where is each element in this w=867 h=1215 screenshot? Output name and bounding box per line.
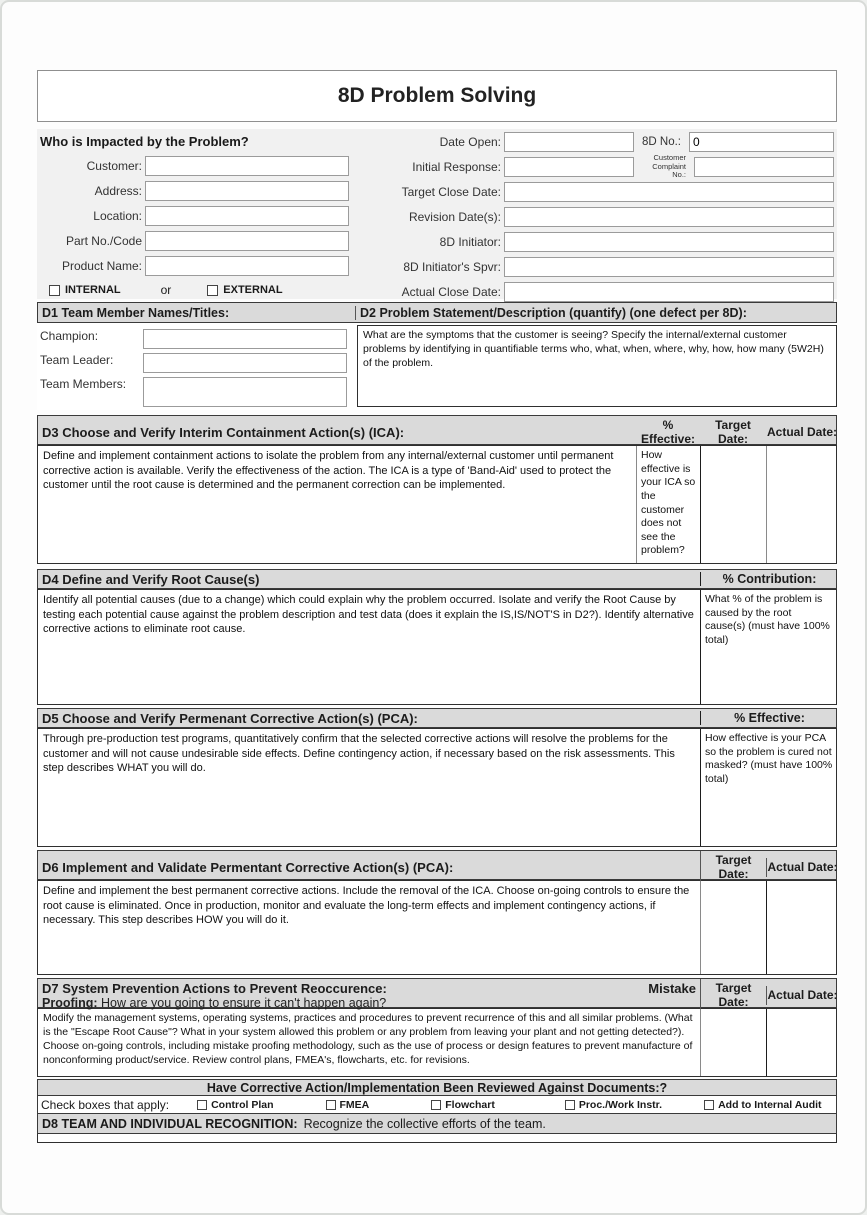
control-plan-checkbox[interactable] — [197, 1100, 207, 1110]
team-leader-row — [37, 353, 347, 373]
flowchart-option — [431, 1099, 495, 1111]
d6-target-date-cell[interactable] — [700, 881, 766, 974]
product-name-row — [37, 253, 389, 278]
d6-header — [37, 850, 837, 880]
actual-close-label: Actual Close Date: — [401, 285, 501, 299]
customer-input[interactable] — [145, 156, 349, 176]
revision-dates-input[interactable] — [504, 207, 834, 227]
8d-initiator-input[interactable] — [504, 232, 834, 252]
d3-effective-note: How effective is your ICA so the customer does not see the problem? — [636, 446, 700, 563]
d3-description[interactable]: Define and implement containment actions to isolate the problem from any internal/external customer until permanent corrective action is available. Verify the effectiveness of the action. The ICA is a type of 'Band-Aid' used to protect the customer until the root cause is determined and the permanent correction can be implemented. — [43, 450, 614, 492]
internal-audit-option — [704, 1099, 821, 1111]
product-name-input[interactable] — [145, 256, 349, 276]
d5-col-effective: % Effective: — [700, 711, 838, 725]
d7-title-cell — [38, 980, 700, 1011]
d3-header — [37, 415, 837, 445]
champion-label: Champion: — [40, 329, 99, 343]
flowchart-checkbox[interactable] — [431, 1100, 441, 1110]
d7-target-date-cell[interactable] — [700, 1009, 766, 1076]
d2-title: D2 Problem Statement/Description (quantify) (one defect per 8D): — [355, 306, 836, 320]
d6-col-actual: Actual Date: — [766, 858, 838, 876]
part-no-label: Part No./Code — [65, 233, 142, 248]
internal-audit-label: Add to Internal Audit — [718, 1098, 822, 1111]
product-name-label: Product Name: — [61, 258, 142, 273]
d7-title: D7 System Prevention Actions to Prevent Reoccurence: — [42, 980, 387, 996]
eightd-form — [37, 70, 837, 1143]
team-members-label: Team Members: — [40, 377, 127, 391]
check-label: Check boxes that apply: — [41, 1097, 170, 1112]
d8-title: D8 TEAM AND INDIVIDUAL RECOGNITION: — [42, 1116, 298, 1131]
initial-response-row — [389, 155, 837, 179]
part-no-row — [37, 228, 389, 253]
d5-header — [37, 708, 837, 728]
address-row — [37, 178, 389, 203]
d2-statement-text: What are the symptoms that the customer is seeing? Specify the internal/external customer problems by identifying in quantifiable terms who, what, when, where, why, how, how many (5W2H) of the problem. — [363, 329, 824, 369]
d3-col-actual: Actual Date: — [766, 425, 837, 440]
d3-col-target: Target Date: — [715, 418, 751, 447]
document-checkboxes-row — [37, 1096, 837, 1114]
d6-col-target: Target Date: — [700, 851, 766, 884]
d6-actual-date-cell[interactable] — [766, 881, 838, 974]
proc-work-instr-checkbox[interactable] — [565, 1100, 575, 1110]
actual-close-row — [389, 280, 837, 304]
control-plan-option — [197, 1099, 273, 1111]
d1-d2-header — [37, 302, 837, 323]
d4-col-contribution: % Contribution: — [700, 572, 838, 586]
d6-description[interactable]: Define and implement the best permanent corrective actions. Include the removal of the ICA. Choose on-going controls to ensure the root cause is eliminated. Once in production, monitor and evaluate the long-term effects and implement contingency actions, if necessary. This step describes HOW you will do it. — [43, 885, 690, 927]
impacted-column — [37, 131, 389, 300]
8d-initiator-spvr-label: 8D Initiator's Spvr: — [403, 260, 501, 274]
d7-mistake-label: Mistake — [648, 980, 696, 996]
external-checkbox[interactable] — [207, 285, 218, 296]
date-open-input[interactable] — [504, 132, 634, 152]
internal-external-row — [37, 280, 389, 300]
proc-work-instr-option — [565, 1099, 662, 1111]
d3-body — [37, 445, 837, 564]
customer-row — [37, 153, 389, 178]
address-input[interactable] — [145, 181, 349, 201]
d7-description[interactable]: Modify the management systems, operating systems, practices and procedures to prevent recurrence of this and all similar problems. (What is the "Escape Root Cause"? What in your system allowed this problem or any problem from leaving your plant and not getting detected?). Choose on-going controls, including mistake proofing methodology, such as the use of process or design features to prevent manufacture of nonconforming product/service. Review control plans, FMEA's, flowcharts, etc. for revisions. — [43, 1012, 693, 1066]
8d-no-label: 8D No.: — [642, 136, 681, 148]
d5-title: D5 Choose and Verify Permenant Corrective Action(s) (PCA): — [42, 710, 418, 726]
d4-description[interactable]: Identify all potential causes (due to a change) which could explain why the problem occurred. Isolate and verify the Root Cause by testing each potential cause against the problem description and test data (does it explain the IS,IS/NOT'S in D2?). Identify alternative corrective actions to eliminate root cause. — [43, 594, 694, 636]
team-leader-input[interactable] — [143, 353, 347, 373]
d4-contribution-note: What % of the problem is caused by the root cause(s) (must have 100% total) — [700, 590, 838, 704]
actual-close-input[interactable] — [504, 282, 834, 302]
header-info-panel — [37, 129, 837, 299]
internal-label: INTERNAL — [65, 284, 121, 296]
fmea-checkbox[interactable] — [326, 1100, 336, 1110]
d7-actual-date-cell[interactable] — [766, 1009, 838, 1076]
external-label: EXTERNAL — [223, 284, 283, 296]
d5-description[interactable]: Through pre-production test programs, quantitatively confirm that the selected corrective actions will resolve the problems for the customer and will not cause undesirable side effects. Define contingency action, if necessary based on the risk assessments. This step describes WHAT you will do. — [43, 733, 675, 775]
fmea-option — [326, 1099, 370, 1111]
8d-initiator-spvr-row — [389, 255, 837, 279]
8d-no-input[interactable] — [689, 132, 834, 152]
address-label: Address: — [94, 183, 142, 198]
d3-target-date-cell[interactable] — [700, 446, 766, 563]
dates-column — [389, 129, 837, 304]
team-members-input[interactable] — [143, 377, 347, 407]
8d-initiator-row — [389, 230, 837, 254]
part-no-input[interactable] — [145, 231, 349, 251]
d3-col-effective: % Effective: — [640, 418, 696, 447]
location-label: Location: — [93, 208, 142, 223]
d8-header — [37, 1114, 837, 1134]
or-label: or — [160, 283, 172, 297]
d8-text: Recognize the collective efforts of the team. — [303, 1116, 546, 1131]
d7-proofing-text: How are you going to ensure it can't happen again? — [101, 995, 387, 1010]
team-leader-label: Team Leader: — [40, 353, 114, 367]
d3-actual-date-cell[interactable] — [766, 446, 838, 563]
initial-response-label: Initial Response: — [412, 160, 501, 174]
location-row — [37, 203, 389, 228]
d1-d2-body — [37, 323, 837, 410]
d5-effective-note: How effective is your PCA so the problem is cured not masked? (must have 100% total) — [700, 729, 838, 846]
d7-body — [37, 1008, 837, 1077]
revision-dates-label: Revision Date(s): — [408, 210, 501, 224]
date-open-row — [389, 130, 837, 154]
target-close-input[interactable] — [504, 182, 834, 202]
d4-title: D4 Define and Verify Root Cause(s) — [42, 571, 260, 587]
8d-initiator-label: 8D Initiator: — [439, 235, 501, 249]
form-bottom-strip — [37, 1134, 837, 1143]
location-input[interactable] — [145, 206, 349, 226]
internal-checkbox[interactable] — [49, 285, 60, 296]
form-title: 8D Problem Solving — [37, 70, 837, 122]
d6-body — [37, 880, 837, 975]
8d-initiator-spvr-input[interactable] — [504, 257, 834, 277]
target-close-row — [389, 180, 837, 204]
d2-statement-box[interactable] — [357, 325, 837, 407]
control-plan-label: Control Plan — [211, 1098, 274, 1111]
initial-response-input[interactable] — [504, 157, 634, 177]
target-close-label: Target Close Date: — [401, 185, 501, 199]
customer-complaint-label: Customer Complaint No.: — [652, 153, 686, 180]
fmea-label: FMEA — [339, 1098, 370, 1111]
d7-header — [37, 978, 837, 1008]
revision-dates-row — [389, 205, 837, 229]
review-heading: Have Corrective Action/Implementation Been Reviewed Against Documents:? — [37, 1079, 837, 1096]
customer-label: Customer: — [86, 158, 142, 173]
internal-audit-checkbox[interactable] — [704, 1100, 714, 1110]
champion-row — [37, 329, 347, 349]
d4-header — [37, 569, 837, 589]
d5-body — [37, 728, 837, 847]
d1-fields — [37, 323, 354, 410]
champion-input[interactable] — [143, 329, 347, 349]
d7-col-actual: Actual Date: — [766, 986, 838, 1004]
impacted-heading: Who is Impacted by the Problem? — [40, 134, 249, 149]
d4-body — [37, 589, 837, 705]
d7-proofing-label: Proofing: — [42, 995, 98, 1010]
date-open-label: Date Open: — [439, 135, 501, 149]
team-members-row — [37, 377, 347, 407]
d3-title: D3 Choose and Verify Interim Containment Action(s) (ICA): — [42, 424, 405, 440]
d1-title: D1 Team Member Names/Titles: — [42, 305, 230, 320]
proc-work-instr-label: Proc./Work Instr. — [578, 1098, 663, 1111]
d6-title: D6 Implement and Validate Permentant Corrective Action(s) (PCA): — [42, 859, 454, 875]
d7-col-target: Target Date: — [700, 979, 766, 1012]
customer-complaint-input[interactable] — [694, 157, 834, 177]
flowchart-label: Flowchart — [445, 1098, 495, 1111]
